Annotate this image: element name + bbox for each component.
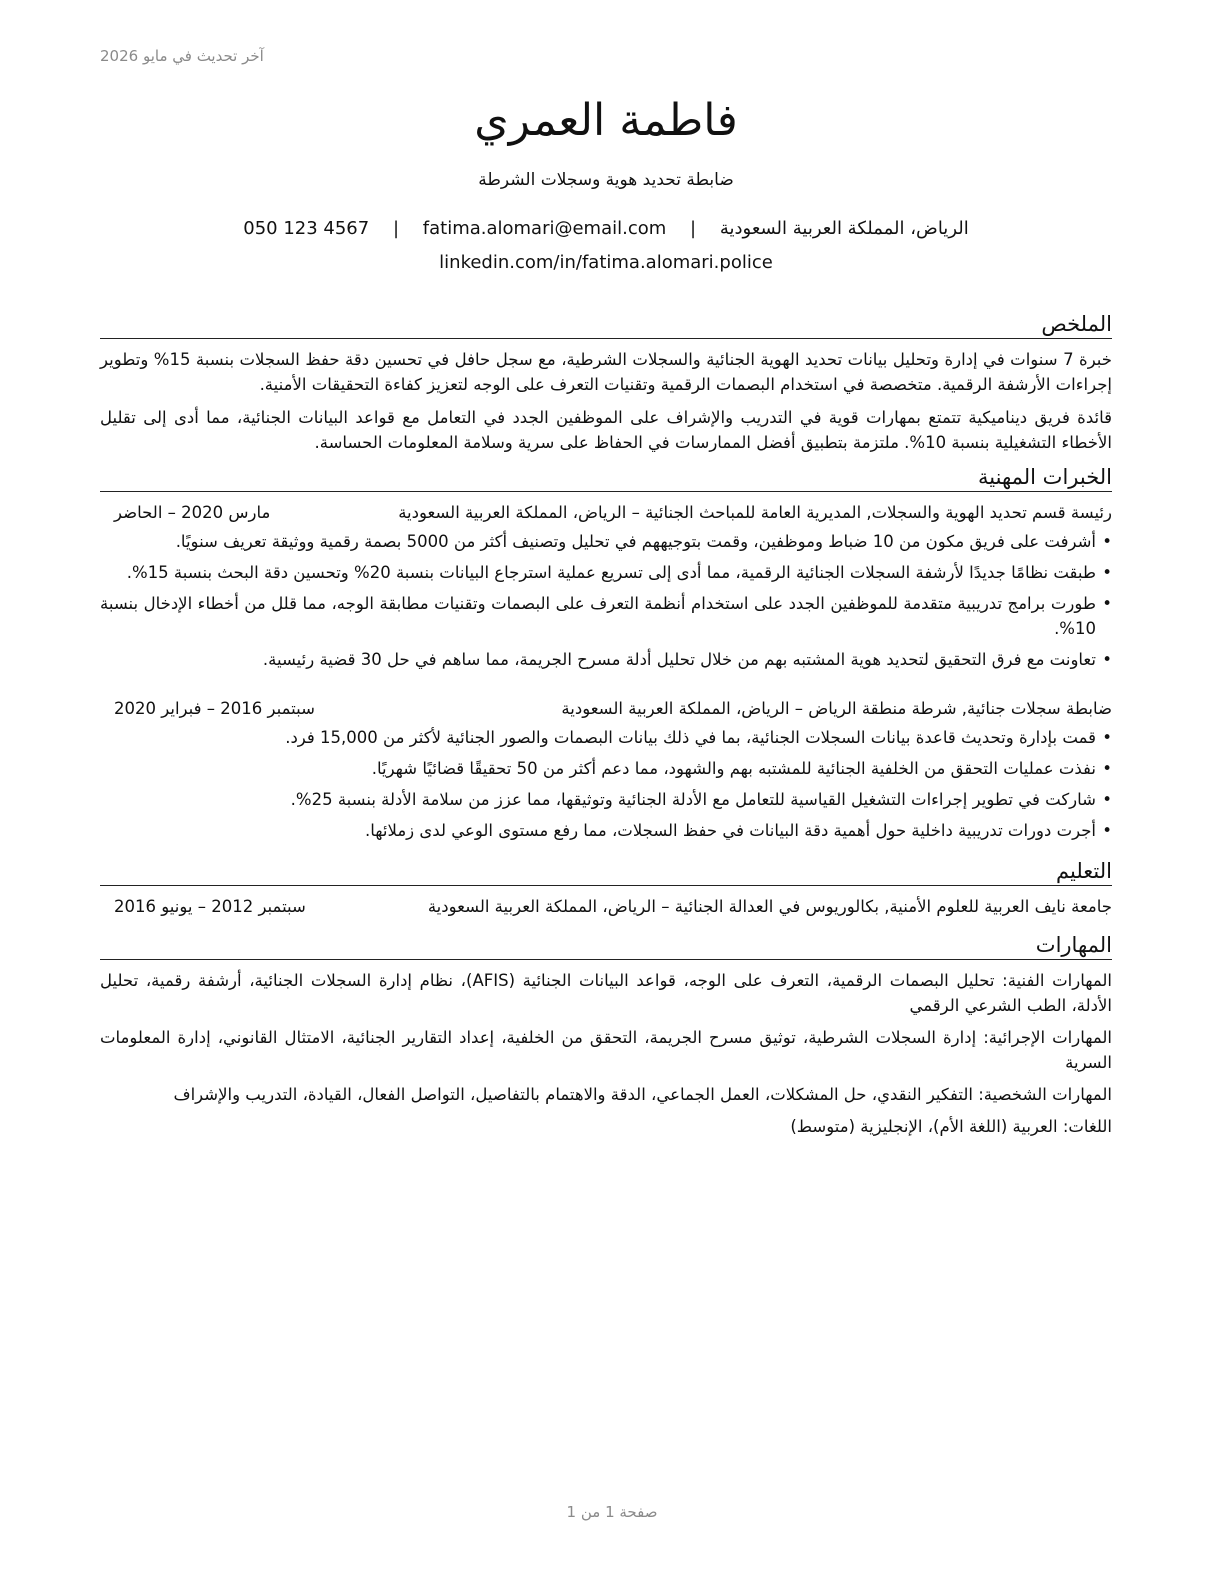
list-item (100, 818, 1112, 843)
skills-personal: المهارات الشخصية: التفكير النقدي، حل المشكلات، العمل الجماعي، الدقة والاهتمام بالتفاصيل، التواصل الفعال، القيادة، التدريب والإشراف (173, 1085, 1112, 1104)
candidate-name: فاطمة العمري (474, 95, 738, 146)
skills-languages: اللغات: العربية (اللغة الأم)، الإنجليزية (متوسط) (790, 1117, 1112, 1136)
job-bullets (100, 529, 1112, 672)
spacer (100, 678, 1112, 696)
skills-procedural: المهارات الإجرائية: إدارة السجلات الشرطية، توثيق مسرح الجريمة، التحقق من الخلفية، إعداد التقارير الجنائية، الامتثال القانوني، إدارة المعلومات السرية (100, 1028, 1112, 1072)
section-heading-education: التعليم (100, 857, 1112, 886)
separator: | (690, 218, 697, 239)
job-header (100, 696, 1112, 721)
email[interactable]: fatima.alomari@email.com (422, 218, 667, 239)
bullet-icon: • (1102, 594, 1112, 613)
job-bullets (100, 725, 1112, 843)
contact-line (100, 216, 1112, 242)
job-title: ضابطة تحديد هوية وسجلات الشرطة (478, 170, 734, 190)
section-heading-summary: الملخص (100, 310, 1112, 339)
separator: | (392, 218, 400, 239)
education-entry (100, 894, 1112, 919)
job-date: مارس 2020 – الحاضر (114, 503, 271, 522)
job-date: سبتمبر 2016 – فبراير 2020 (114, 699, 315, 718)
bullet-icon: • (1102, 728, 1112, 747)
list-item (100, 591, 1112, 641)
bullet-text: أجرت دورات تدريبية داخلية حول أهمية دقة البيانات في حفظ السجلات، مما رفع مستوى الوعي لدى زملائها. (365, 821, 1096, 840)
resume-content (100, 310, 1112, 1146)
education-section (100, 857, 1112, 919)
job-org: ضابطة سجلات جنائية, شرطة منطقة الرياض – الرياض، المملكة العربية السعودية (561, 699, 1112, 718)
job-entry (100, 696, 1112, 843)
list-item (100, 725, 1112, 750)
bullet-icon: • (1102, 759, 1112, 778)
location: الرياض، المملكة العربية السعودية (719, 218, 969, 239)
bullet-text: أشرفت على فريق مكون من 10 ضباط وموظفين، وقمت بتوجيههم في تحليل وتصنيف أكثر من 5000 بصمة رقمية ووثيقة تعريف سنويًا. (175, 532, 1096, 551)
bullet-icon: • (1102, 650, 1112, 669)
experience-section (100, 463, 1112, 843)
bullet-text: قمت بإدارة وتحديث قاعدة بيانات السجلات الجنائية، بما في ذلك بيانات البصمات والصور الجنائية لأكثر من 15,000 فرد. (285, 728, 1096, 747)
bullet-icon: • (1102, 821, 1112, 840)
spacer (100, 923, 1112, 931)
education-date: سبتمبر 2012 – يونيو 2016 (114, 897, 306, 916)
list-item (100, 647, 1112, 672)
bullet-text: تعاونت مع فرق التحقيق لتحديد هوية المشتبه بهم من خلال تحليل أدلة مسرح الجريمة، مما ساهم في حل 30 قضية رئيسية. (262, 650, 1096, 669)
resume-header (100, 92, 1112, 276)
list-item (100, 787, 1112, 812)
phone: 050 123 4567 (243, 218, 370, 239)
section-heading-skills: المهارات (100, 931, 1112, 960)
bullet-icon: • (1102, 532, 1112, 551)
bullet-icon: • (1102, 790, 1112, 809)
skills-technical: المهارات الفنية: تحليل البصمات الرقمية، التعرف على الوجه، قواعد البيانات الجنائية (AFIS)، نظام إدارة السجلات الجنائية، أرشفة رقمية، تحليل الأدلة، الطب الشرعي الرقمي (100, 971, 1112, 1015)
bullet-icon: • (1102, 563, 1112, 582)
job-header (100, 500, 1112, 525)
list-item (100, 560, 1112, 585)
bullet-text: شاركت في تطوير إجراءات التشغيل القياسية للتعامل مع الأدلة الجنائية وتوثيقها، مما عزز من سلامة الأدلة بنسبة 25%. (290, 790, 1096, 809)
education-org: جامعة نايف العربية للعلوم الأمنية, بكالوريوس في العدالة الجنائية – الرياض، المملكة العربية السعودية (427, 897, 1112, 916)
bullet-text: نفذت عمليات التحقق من الخلفية الجنائية للمشتبه بهم والشهود، مما دعم أكثر من 50 تحقيقًا قضائيًا شهريًا. (371, 759, 1096, 778)
summary-paragraph: قائدة فريق ديناميكية تتمتع بمهارات قوية في التدريب والإشراف على الموظفين الجدد في التعامل مع قواعد البيانات الجنائية، مما أدى إلى تقليل الأخطاء التشغيلية بنسبة 10%. ملتزمة بتطبيق أفضل الممارسات في الحفاظ على سرية وسلامة المعلومات الحساسة. (100, 408, 1112, 452)
page-number: صفحة 1 من 1 (566, 1503, 658, 1521)
summary-paragraph: خبرة 7 سنوات في إدارة وتحليل بيانات تحديد الهوية الجنائية والسجلات الشرطية، مع سجل حافل في تحسين دقة حفظ السجلات بنسبة 15% وتطوير إجراءات الأرشفة الرقمية. متخصصة في استخدام البصمات الرقمية وتقنيات التعرف على الوجه لتعزيز كفاءة التحقيقات الأمنية. (100, 350, 1112, 394)
summary-section (100, 310, 1112, 455)
job-org: رئيسة قسم تحديد الهوية والسجلات, المديرية العامة للمباحث الجنائية – الرياض، المملكة العربية السعودية (398, 503, 1112, 522)
spacer (100, 849, 1112, 857)
list-item (100, 529, 1112, 554)
list-item (100, 756, 1112, 781)
skills-section (100, 931, 1112, 1139)
last-updated-note: آخر تحديث في مايو 2026 (100, 47, 264, 65)
job-entry (100, 500, 1112, 672)
section-heading-experience: الخبرات المهنية (100, 463, 1112, 492)
bullet-text: طبقت نظامًا جديدًا لأرشفة السجلات الجنائية الرقمية، مما أدى إلى تسريع عملية استرجاع البيانات بنسبة 20% وتحسين دقة البحث بنسبة 15%. (126, 563, 1096, 582)
linkedin-link[interactable]: linkedin.com/in/fatima.alomari.police (439, 252, 773, 273)
bullet-text: طورت برامج تدريبية متقدمة للموظفين الجدد على استخدام أنظمة التعرف على البصمات وتقنيات مطابقة الوجه، مما قلل من أخطاء الإدخال بنسبة 10%. (100, 594, 1096, 638)
